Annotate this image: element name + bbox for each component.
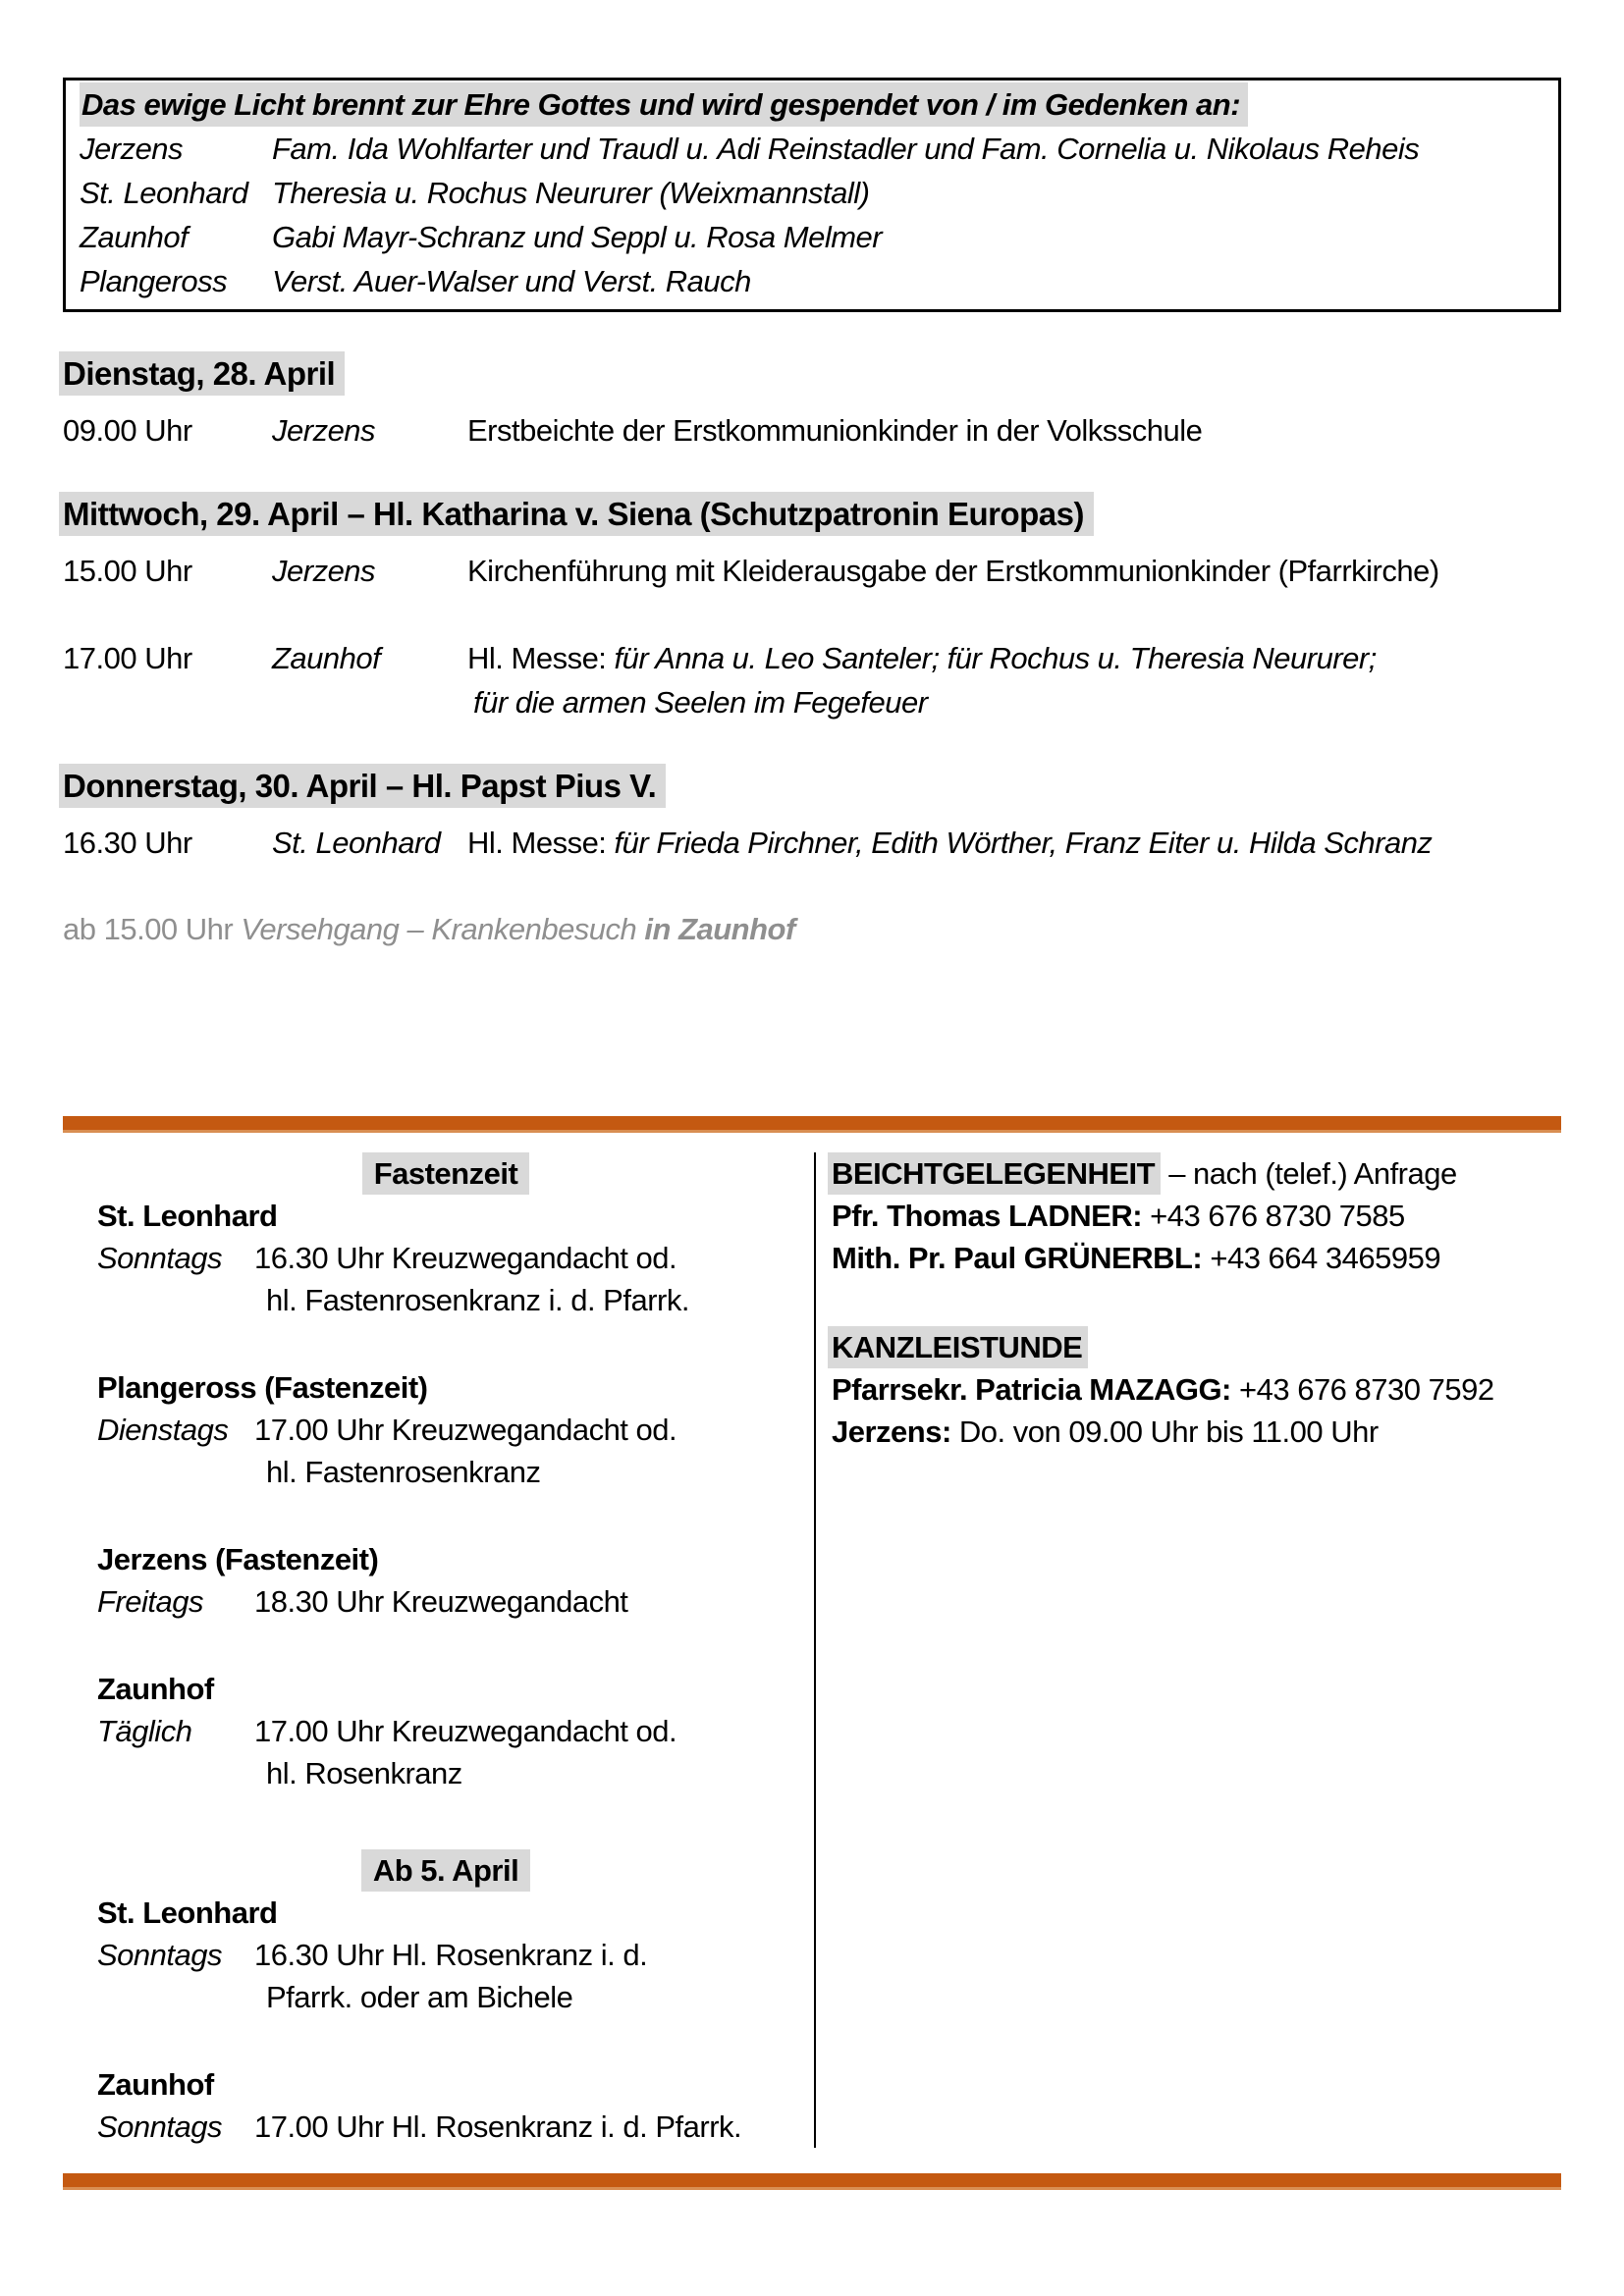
contact-line <box>832 1368 1561 1411</box>
day-header <box>63 351 1561 396</box>
orange-divider-bottom <box>63 2173 1561 2190</box>
group-line1: 18.30 Uhr Kreuzwegandacht <box>254 1584 628 1619</box>
group-day: Sonntags <box>97 1241 222 1275</box>
contact-name: Pfr. Thomas LADNER: <box>832 1199 1143 1233</box>
confession-heading <box>832 1152 1561 1195</box>
memorial-donors: Theresia u. Rochus Neururer (Weixmannstall) <box>272 176 870 210</box>
day-header-text: Donnerstag, 30. April – Hl. Papst Pius V. <box>59 764 666 808</box>
group-place: Jerzens (Fastenzeit) <box>97 1542 379 1576</box>
event-time: 16.30 Uhr <box>63 826 192 860</box>
memorial-title-line <box>80 82 1544 127</box>
contact-column <box>816 1152 1561 2148</box>
day-header <box>63 764 1561 808</box>
group-lines <box>254 2106 794 2148</box>
group-place: Plangeross (Fastenzeit) <box>97 1370 428 1405</box>
event-row <box>63 821 1561 865</box>
memorial-donors: Gabi Mayr-Schranz und Seppl u. Rosa Melmer <box>272 220 883 254</box>
contact-name: Mith. Pr. Paul GRÜNERBL: <box>832 1241 1203 1275</box>
event-desc-text: Kirchenführung mit Kleiderausgabe der Erstkommunionkinder (Pfarrkirche) <box>467 554 1439 588</box>
event-description <box>467 549 1561 593</box>
office-hours-value: Do. von 09.00 Uhr bis 11.00 Uhr <box>950 1415 1379 1449</box>
memorial-row <box>80 215 1544 259</box>
group-row <box>97 1409 794 1493</box>
memorial-place: Zaunhof <box>80 220 189 254</box>
event-row <box>63 408 1561 453</box>
group-day: Dienstags <box>97 1413 229 1447</box>
day-section-dienstag <box>63 351 1561 453</box>
note-time: ab 15.00 Uhr <box>63 912 242 946</box>
group-line2: hl. Fastenrosenkranz i. d. Pfarrk. <box>266 1283 689 1317</box>
contact-name: Pfarrsekr. Patricia MAZAGG: <box>832 1372 1231 1407</box>
event-desc-text <box>467 826 1432 860</box>
group-line1: 16.30 Uhr Hl. Rosenkranz i. d. <box>254 1938 648 1972</box>
group-row <box>97 1237 794 1321</box>
group-lines <box>254 1710 794 1794</box>
day-section-mittwoch <box>63 492 1561 724</box>
group-lines <box>254 1237 794 1321</box>
mass-intentions: für Frieda Pirchner, Edith Wörther, Franz Eiter u. Hilda Schranz <box>614 826 1433 860</box>
group-line1: 17.00 Uhr Hl. Rosenkranz i. d. Pfarrk. <box>254 2109 742 2144</box>
event-place: Jerzens <box>272 554 376 588</box>
devotion-group <box>97 1538 794 1623</box>
event-time: 17.00 Uhr <box>63 641 192 675</box>
day-header-text: Mittwoch, 29. April – Hl. Katharina v. Siena (Schutzpatronin Europas) <box>59 492 1094 536</box>
mass-intentions-line2: für die armen Seelen im Fegefeuer <box>473 685 928 720</box>
confession-heading-text: BEICHTGELEGENHEIT <box>828 1152 1161 1195</box>
fastenzeit-column <box>63 1152 816 2148</box>
fastenzeit-header <box>97 1152 794 1195</box>
event-row <box>63 636 1561 724</box>
day-header <box>63 492 1561 536</box>
group-lines <box>254 1409 794 1493</box>
event-place: Zaunhof <box>272 641 381 675</box>
office-hours-heading-text: KANZLEISTUNDE <box>828 1326 1088 1368</box>
group-place: Zaunhof <box>97 1672 214 1706</box>
event-desc-text <box>467 641 1377 675</box>
memorial-donors: Verst. Auer-Walser und Verst. Rauch <box>272 264 751 298</box>
memorial-place: Plangeross <box>80 264 228 298</box>
mass-label: Hl. Messe: <box>467 641 615 675</box>
event-time: 09.00 Uhr <box>63 413 192 448</box>
group-line2: hl. Rosenkranz <box>266 1756 462 1790</box>
event-description <box>467 636 1561 724</box>
group-place: Zaunhof <box>97 2067 214 2102</box>
group-line1: 17.00 Uhr Kreuzwegandacht od. <box>254 1413 677 1447</box>
memorial-box <box>63 78 1561 312</box>
event-place: Jerzens <box>272 413 376 448</box>
group-row <box>97 2106 794 2148</box>
memorial-row <box>80 171 1544 215</box>
confession-heading-suffix: – nach (telef.) Anfrage <box>1161 1156 1457 1191</box>
group-day: Täglich <box>97 1714 192 1748</box>
memorial-title: Das ewige Licht brennt zur Ehre Gottes und wird gespendet von / im Gedenken an: <box>80 82 1248 127</box>
contact-phone: +43 676 8730 7592 <box>1230 1372 1494 1407</box>
group-lines <box>254 1934 794 2018</box>
memorial-place: St. Leonhard <box>80 176 248 210</box>
devotion-group <box>97 2063 794 2148</box>
office-hours-heading <box>832 1326 1561 1368</box>
group-day: Sonntags <box>97 1938 222 1972</box>
ab-5-april-header <box>97 1849 794 1892</box>
contact-name: Jerzens: <box>832 1415 951 1449</box>
contact-line <box>832 1237 1561 1279</box>
contact-phone: +43 664 3465959 <box>1202 1241 1441 1275</box>
group-lines <box>254 1580 794 1623</box>
ab-5-april-header-text: Ab 5. April <box>361 1849 530 1892</box>
group-row <box>97 1580 794 1623</box>
group-line2: hl. Fastenrosenkranz <box>266 1455 541 1489</box>
group-place: St. Leonhard <box>97 1896 278 1930</box>
sick-visit-note <box>63 907 1561 951</box>
memorial-row <box>80 127 1544 171</box>
mass-label: Hl. Messe: <box>467 826 615 860</box>
note-location: in Zaunhof <box>644 912 795 946</box>
group-line1: 17.00 Uhr Kreuzwegandacht od. <box>254 1714 677 1748</box>
devotion-group <box>97 1366 794 1493</box>
group-day: Sonntags <box>97 2109 222 2144</box>
group-place: St. Leonhard <box>97 1199 278 1233</box>
note-activity: Versehgang – Krankenbesuch <box>241 912 645 946</box>
mass-intentions: für Anna u. Leo Santeler; für Rochus u. Theresia Neururer; <box>614 641 1377 675</box>
devotion-group <box>97 1668 794 1794</box>
group-row <box>97 1934 794 2018</box>
group-line2: Pfarrk. oder am Bichele <box>266 1980 573 2014</box>
devotion-group <box>97 1892 794 2018</box>
group-row <box>97 1710 794 1794</box>
orange-divider-top <box>63 1116 1561 1133</box>
event-desc-text: Erstbeichte der Erstkommunionkinder in der Volksschule <box>467 413 1203 448</box>
devotion-group <box>97 1195 794 1321</box>
day-header-text: Dienstag, 28. April <box>59 351 345 396</box>
contact-line <box>832 1195 1561 1237</box>
memorial-donors: Fam. Ida Wohlfarter und Traudl u. Adi Reinstadler und Fam. Cornelia u. Nikolaus Reheis <box>272 132 1420 166</box>
event-row <box>63 549 1561 593</box>
event-description <box>467 821 1561 865</box>
event-time: 15.00 Uhr <box>63 554 192 588</box>
fastenzeit-header-text: Fastenzeit <box>362 1152 530 1195</box>
event-description <box>467 408 1561 453</box>
group-day: Freitags <box>97 1584 203 1619</box>
contact-line <box>832 1411 1561 1453</box>
contact-phone: +43 676 8730 7585 <box>1142 1199 1405 1233</box>
day-section-donnerstag <box>63 764 1561 865</box>
memorial-row <box>80 259 1544 303</box>
memorial-place: Jerzens <box>80 132 184 166</box>
spacer <box>832 1279 1561 1326</box>
event-place: St. Leonhard <box>272 826 441 860</box>
group-line1: 16.30 Uhr Kreuzwegandacht od. <box>254 1241 677 1275</box>
two-column-section <box>63 1152 1561 2148</box>
